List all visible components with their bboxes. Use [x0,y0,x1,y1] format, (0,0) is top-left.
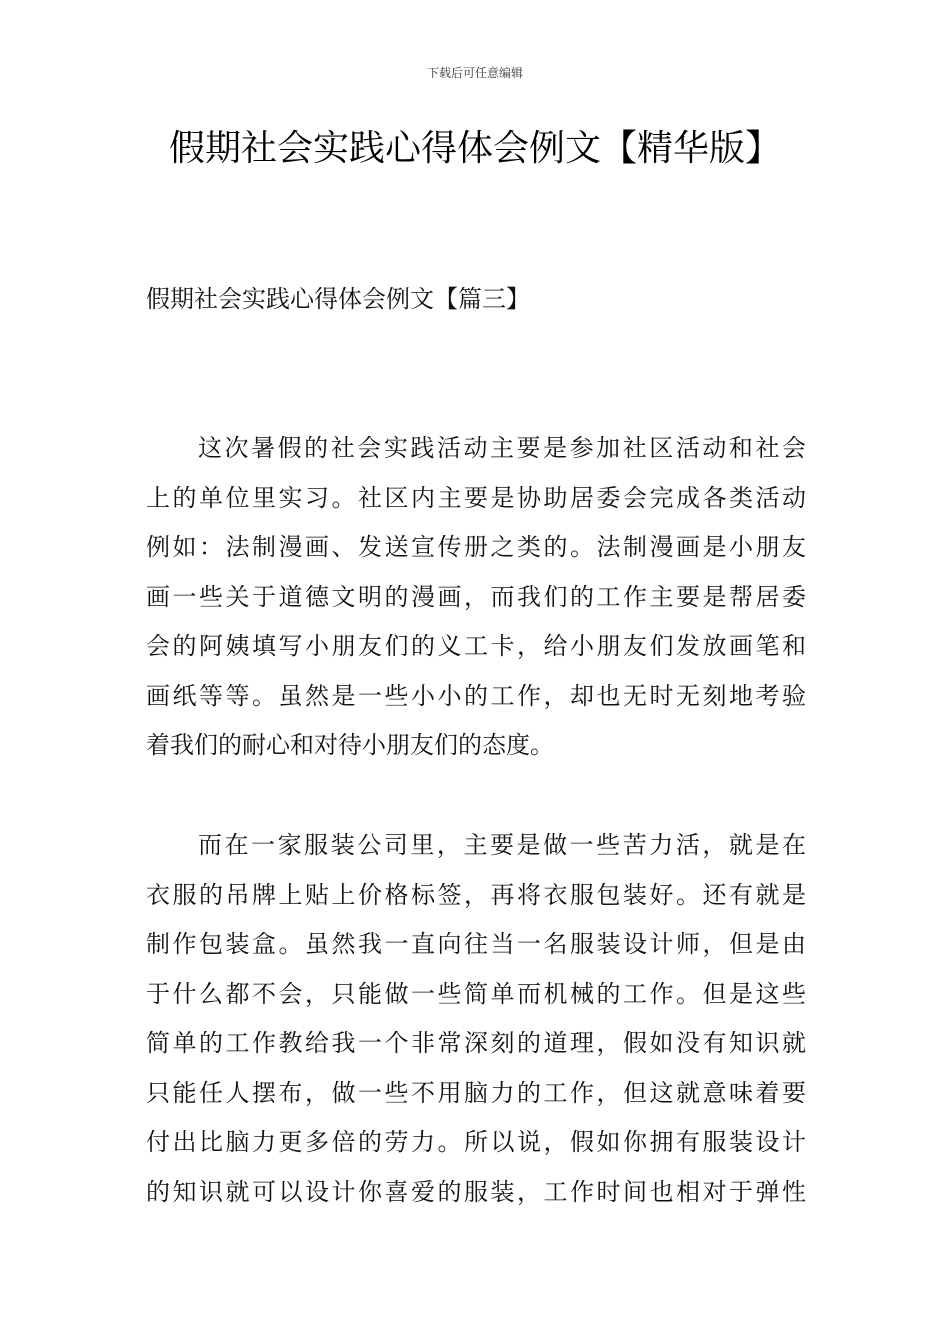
paragraph-line: 衣服的吊牌上贴上价格标签，再将衣服包装好。还有就是 [146,880,806,909]
paragraph-line: 着我们的耐心和对待小朋友们的态度。 [146,731,554,759]
header-note: 下载后可任意编辑 [426,66,523,80]
paragraph-line: 只能任人摆布，做一些不用脑力的工作，但这就意味着要 [146,1078,806,1107]
paragraph-line: 例如：法制漫画、发送宣传册之类的。法制漫画是小朋友 [146,533,806,561]
paragraph-line: 会的阿姨填写小朋友们的义工卡，给小朋友们发放画笔和 [146,632,806,660]
paragraph-line: 的知识就可以设计你喜爱的服装，工作时间也相对于弹性 [146,1177,806,1206]
paragraph-line: 付出比脑力更多倍的劳力。所以说，假如你拥有服装设计 [146,1128,806,1156]
paragraph-2 [146,821,806,1217]
section-heading: 假期社会实践心得体会例文【篇三】 [146,285,530,313]
paragraph-line: 简单的工作教给我一个非常深刻的道理，假如没有知识就 [146,1029,806,1057]
paragraph-line: 画一些关于道德文明的漫画，而我们的工作主要是帮居委 [146,582,806,611]
paragraph-1 [146,424,806,771]
paragraph-line: 画纸等等。虽然是一些小小的工作，却也无时无刻地考验 [146,681,806,710]
paragraph-line: 于什么都不会，只能做一些简单而机械的工作。但是这些 [146,979,806,1008]
paragraph-line: 这次暑假的社会实践活动主要是参加社区活动和社会 [198,434,806,462]
paragraph-line: 制作包装盒。虽然我一直向往当一名服装设计师，但是由 [146,930,806,958]
paragraph-line: 上的单位里实习。社区内主要是协助居委会完成各类活动 [146,483,806,512]
paragraph-line: 而在一家服装公司里，主要是做一些苦力活，就是在 [198,831,806,859]
document-title: 假期社会实践心得体会例文【精华版】 [168,128,781,169]
